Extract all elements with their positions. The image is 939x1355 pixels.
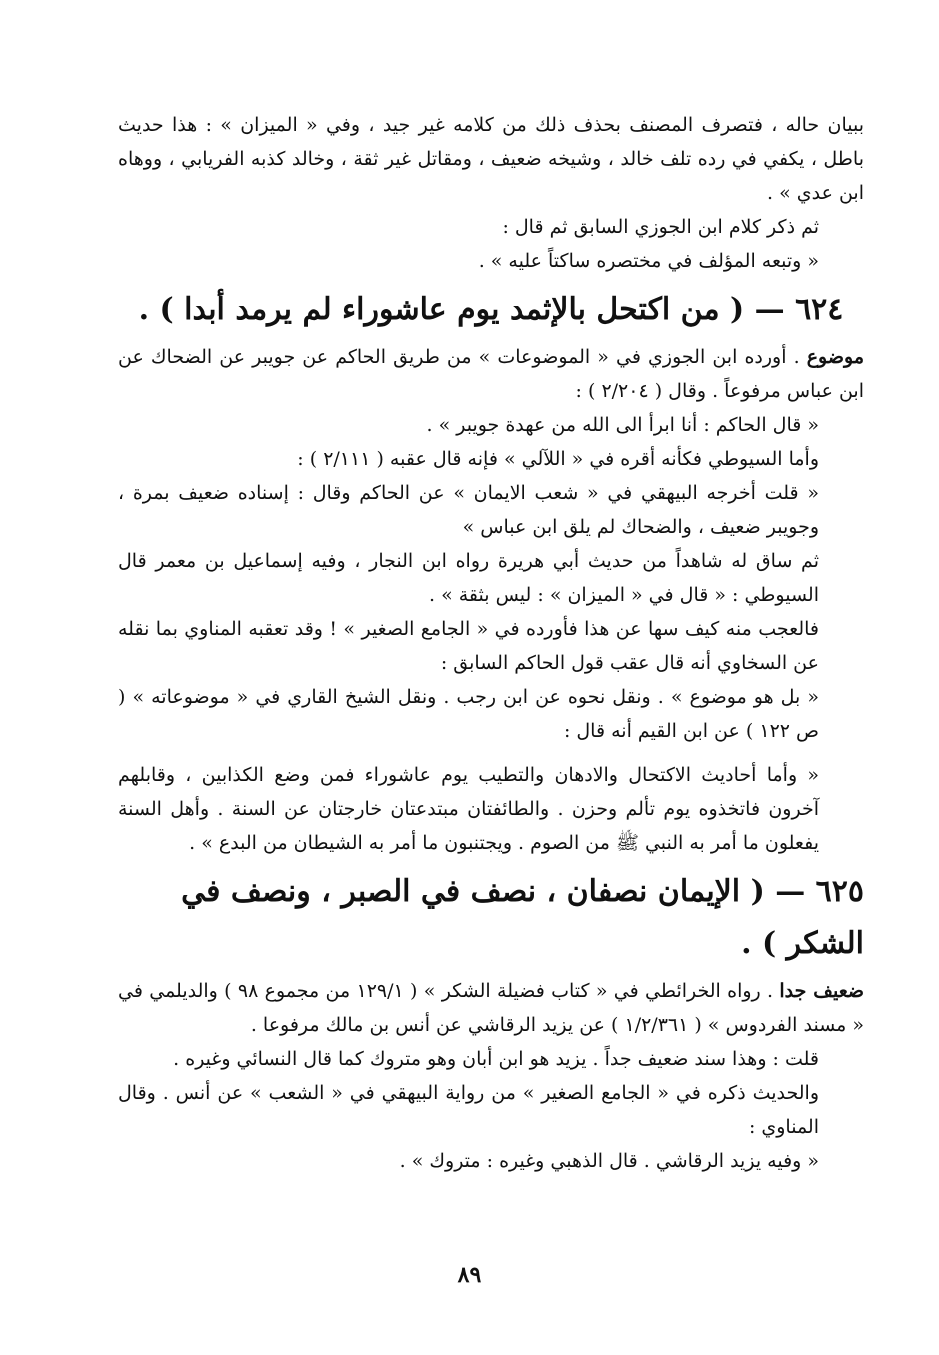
paragraph: وأما السيوطي فكأنه أقره في « اللآلي » فإنه قال عقبه ( ٢/١١١ ) : [297, 448, 819, 470]
quote-paragraph: « قلت أخرجه البيهقي في « شعب الايمان » عن الحاكم وقال : إسناده ضعيف بمرة ، وجويبر ضعيف ، والضحاك لم يلق ابن عباس » [118, 482, 819, 538]
paragraph: فالعجب منه كيف سها عن هذا فأورده في « الجامع الصغير » ! وقد تعقبه المناوي بما نقله عن السخاوي أنه قال عقب قول الحاكم السابق : [118, 618, 819, 674]
paragraph: قلت : وهذا سند ضعيف جداً . يزيد هو ابن أبان وهو متروك كما قال النسائي وغيره . [173, 1048, 819, 1070]
quote-paragraph: « بل هو موضوع » . ونقل نحوه عن ابن رجب . ونقل الشيخ القاري في « موضوعاته » ( ص ١٢٢ ) عن ابن القيم أنه قال : [118, 686, 819, 742]
paragraph: ثم ساق له شاهداً من حديث أبي هريرة رواه ابن النجار ، وفيه إسماعيل بن معمر قال السيوطي : « قال في « الميزان » : ليس بثقة » . [118, 550, 819, 606]
hadith-624-title: ٦٢٤ — ( من اكتحل بالإثمد يوم عاشوراء لم يرمد أبدا ) . [138, 292, 844, 327]
continued-paragraph: ببيان حاله ، فتصرف المصنف بحذف ذلك من كلامه غير جيد ، وفي « الميزان » : هذا حديث باطل ، يكفي في رده تلف خالد ، وشيخه ضعيف ، ومقاتل غير ثقة ، وخالد كذبه الفريابي ، ووهاه ابن عدي » . [118, 114, 864, 204]
ruling-text: . رواه الخرائطي في « كتاب فضيلة الشكر » ( ١٢٩/١ من مجموع ٩٨ ) والديلمي في « مسند الفردوس » ( ١/٢/٣٦١ ) عن يزيد الرقاشي عن أنس بن مالك مرفوعا . [118, 980, 864, 1036]
hadith-624-ruling [118, 340, 864, 408]
verdict-label: ضعيف جدا [779, 980, 864, 1002]
page-number: ٨٩ [457, 1262, 482, 1288]
quote-paragraph: « وفيه يزيد الرقاشي . قال الذهبي وغيره : متروك » . [399, 1150, 819, 1172]
hadith-625-title: ٦٢٥ — ( الإيمان نصفان ، نصف في الصبر ، ونصف في الشكر ) . [181, 874, 864, 961]
verdict-label: موضوع [806, 346, 864, 368]
quote-paragraph: « وتبعه المؤلف في مختصره ساكتاً عليه » . [478, 250, 819, 272]
paragraph: والحديث ذكره في « الجامع الصغير » من رواية البيهقي في « الشعب » عن أنس . وقال المناوي : [118, 1082, 819, 1138]
hadith-625-ruling [118, 974, 864, 1042]
ruling-text: . أورده ابن الجوزي في « الموضوعات » من طريق الحاكم عن جويبر عن الضحاك عن ابن عباس مرفوعاً . وقال ( ٢/٢٠٤ ) : [118, 346, 864, 402]
quote-paragraph: « قال الحاكم : أنا ابرأ الى الله من عهدة جويبر » . [426, 414, 819, 436]
paragraph: ثم ذكر كلام ابن الجوزي السابق ثم قال : [502, 216, 819, 238]
spacer [118, 748, 864, 758]
quote-paragraph: « وأما أحاديث الاكتحال والادهان والتطيب يوم عاشوراء فمن وضع الكذابين ، وقابلهم آخرون فاتخذوه يوم تألم وحزن . والطائفتان مبتدعتان خارجتان عن السنة . وأهل السنة يفعلون ما أمر به النبي ﷺ من الصوم . ويجتنبون ما أمر به الشيطان من البدع » . [118, 764, 819, 854]
